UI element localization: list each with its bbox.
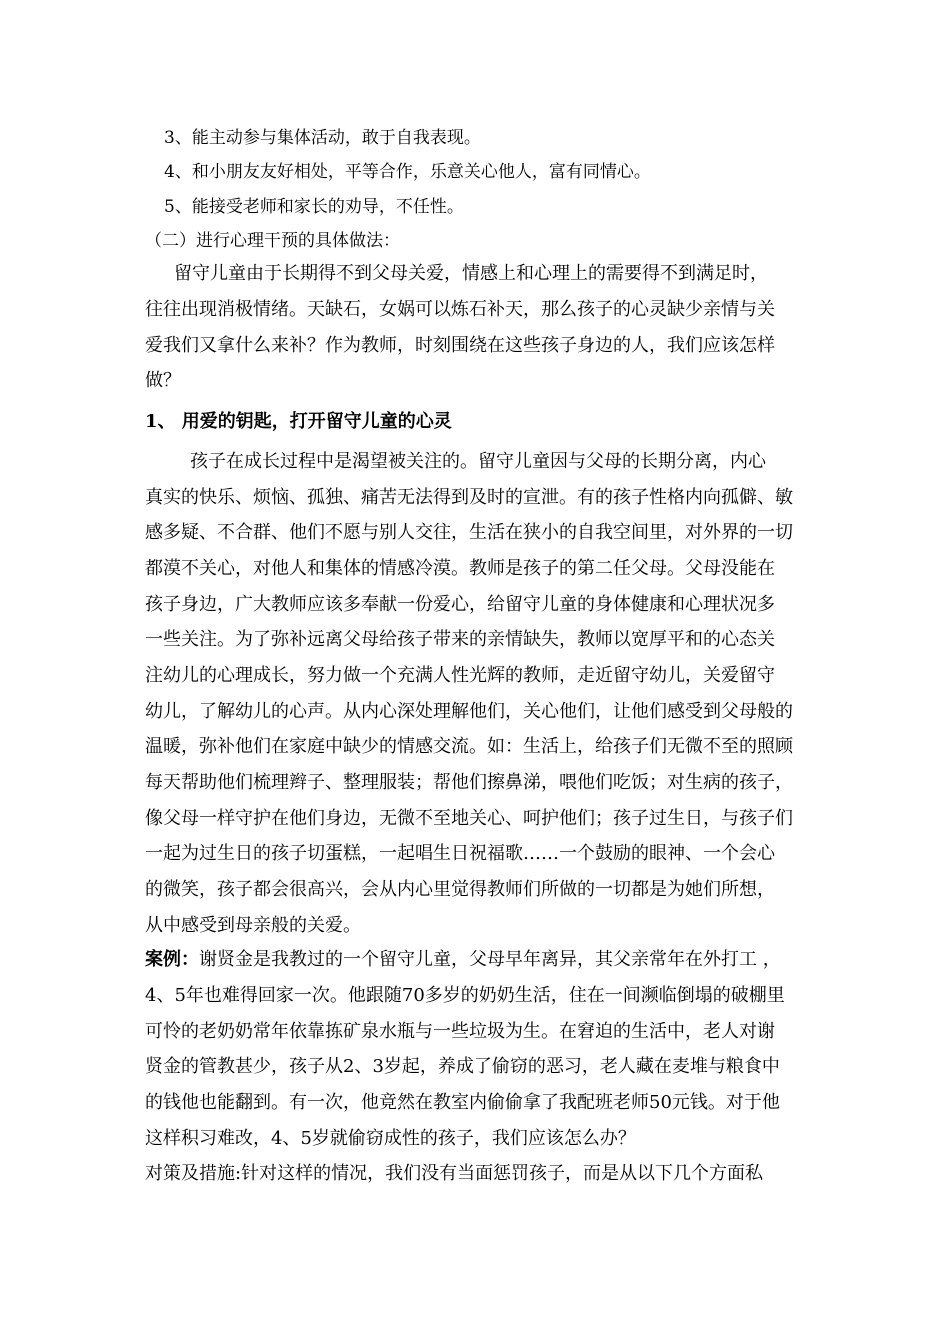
para1-line-11: 像父母一样守护在他们身边，无微不至地关心、呵护他们；孩子过生日，与孩子们 xyxy=(145,808,793,829)
subheading: 1、 用爱的钥匙，打开留守儿童的心灵 xyxy=(145,411,452,432)
para1-line-2: 真实的快乐、烦恼、孤独、痛苦无法得到及时的宣泄。有的孩子性格内向孤僻、敏 xyxy=(145,487,793,508)
para1-line-13: 的微笑，孩子都会很高兴，会从内心里觉得教师们所做的一切都是为她们所想， xyxy=(145,879,775,900)
case-label: 案例： xyxy=(145,949,199,970)
para1-line-7: 注幼儿的心理成长，努力做一个充满人性光辉的教师，走近留守幼儿，关爱留守 xyxy=(145,665,775,686)
case-line-5: 的钱他也能翻到。有一次，他竟然在教室内偷偷拿了我配班老师50元钱。对于他 xyxy=(145,1092,780,1113)
list-item-3: 3、能主动参与集体活动，敢于自我表现。 xyxy=(164,128,481,148)
case-line-4: 贤金的管教甚少，孩子从2、3岁起，养成了偷窃的恶习，老人藏在麦堆与粮食中 xyxy=(145,1056,780,1077)
case-first-line: 谢贤金是我教过的一个留守儿童，父母早年离异，其父亲常年在外打工 ， xyxy=(199,949,781,970)
section-heading: （二）进行心理干预的具体做法： xyxy=(145,231,400,251)
intro-line-4: 做？ xyxy=(145,370,181,391)
case-line-1 xyxy=(145,948,781,972)
intro-line-3: 爱我们又拿什么来补？作为教师，时刻围绕在这些孩子身边的人，我们应该怎样 xyxy=(145,335,775,356)
para1-line-3: 感多疑、不合群、他们不愿与别人交往，生活在狭小的自我空间里，对外界的一切 xyxy=(145,522,793,543)
list-item-5: 5、能接受老师和家长的劝导，不任性。 xyxy=(164,197,464,217)
case-line-6: 这样积习难改，4、5岁就偷窃成性的孩子，我们应该怎么办？ xyxy=(145,1128,636,1149)
para1-line-8: 幼儿，了解幼儿的心声。从内心深处理解他们，关心他们，让他们感受到父母般的 xyxy=(145,701,793,722)
para1-line-9: 温暖，弥补他们在家庭中缺少的情感交流。如：生活上，给孩子们无微不至的照顾 xyxy=(145,736,793,757)
intro-line-2: 往往出现消极情绪。天缺石，女娲可以炼石补天，那么孩子的心灵缺少亲情与关 xyxy=(145,299,775,320)
case-line-3: 可怜的老奶奶常年依靠拣矿泉水瓶与一些垃圾为生。在窘迫的生活中，老人对谢 xyxy=(145,1021,775,1042)
case-line-2: 4、5年也难得回家一次。他跟随70多岁的奶奶生活，住在一间濒临倒塌的破棚里 xyxy=(145,985,785,1006)
intro-line-1: 留守儿童由于长期得不到父母关爱，情感上和心理上的需要得不到满足时， xyxy=(174,263,768,284)
para1-line-10: 每天帮助他们梳理辫子、整理服装；帮他们擦鼻涕，喂他们吃饭；对生病的孩子， xyxy=(145,772,793,793)
para1-line-12: 一起为过生日的孩子切蛋糕，一起唱生日祝福歌……一个鼓励的眼神、一个会心 xyxy=(145,843,775,864)
measures-line: 对策及措施:针对这样的情况，我们没有当面惩罚孩子，而是从以下几个方面私 xyxy=(145,1163,764,1184)
list-item-4: 4、和小朋友友好相处，平等合作，乐意关心他人，富有同情心。 xyxy=(164,162,651,182)
para1-line-1: 孩子在成长过程中是渴望被关注的。留守儿童因与父母的长期分离，内心 xyxy=(190,451,766,472)
para1-line-6: 一些关注。为了弥补远离父母给孩子带来的亲情缺失，教师以宽厚平和的心态关 xyxy=(145,629,775,650)
para1-line-5: 孩子身边，广大教师应该多奉献一份爱心，给留守儿童的身体健康和心理状况多 xyxy=(145,594,775,615)
para1-line-14: 从中感受到母亲般的关爱。 xyxy=(145,915,361,936)
para1-line-4: 都漠不关心，对他人和集体的情感冷漠。教师是孩子的第二任父母。父母没能在 xyxy=(145,558,775,579)
